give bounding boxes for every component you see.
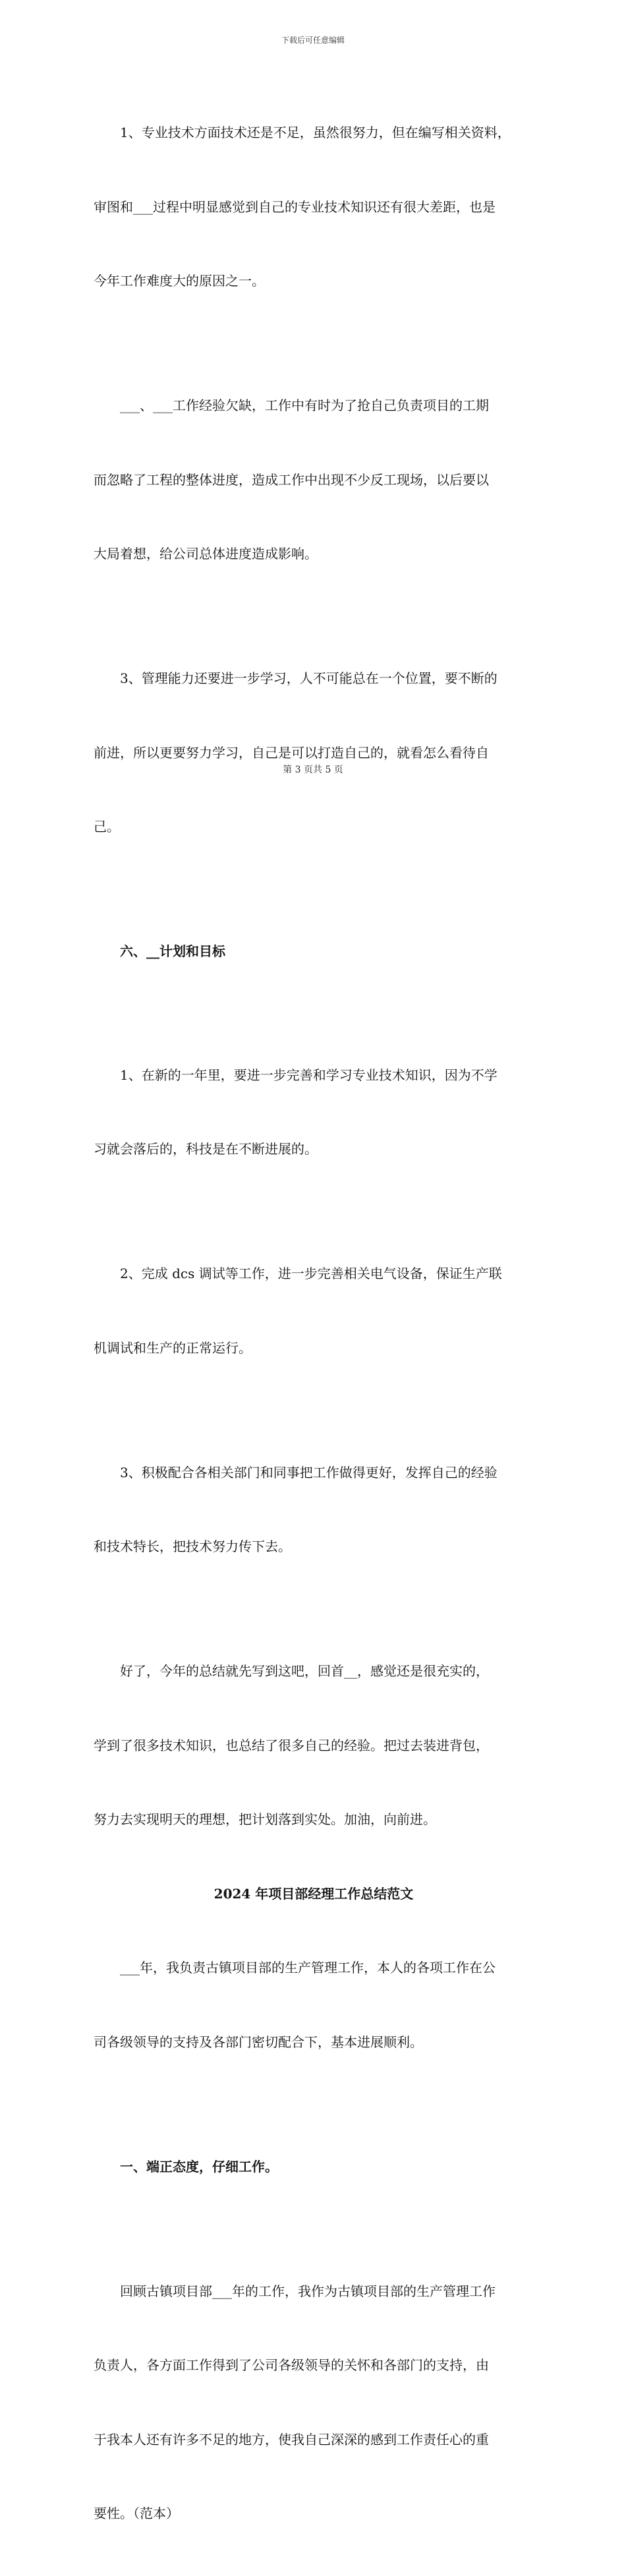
text-line: 和技术特长，把技术努力传下去。: [94, 1538, 291, 1554]
text-line: 审图和___过程中明显感觉到自己的专业技术知识还有很大差距，也是: [94, 198, 496, 215]
text-line: ___年，我负责古镇项目部的生产管理工作，本人的各项工作在公: [120, 1960, 496, 1976]
text-line: 回顾古镇项目部___年的工作，我作为古镇项目部的生产管理工作: [120, 2283, 496, 2299]
paragraph-weakness-2: [94, 344, 534, 616]
text-line: 于我本人还有许多不足的地方，使我自己深深的感到工作责任心的重: [94, 2431, 489, 2447]
text-line: 3、积极配合各相关部门和同事把工作做得更好，发挥自己的经验: [120, 1464, 498, 1480]
paragraph-review: [94, 2230, 534, 2576]
text-line: 机调试和生产的正常运行。: [94, 1339, 252, 1356]
text-line: 今年工作难度大的原因之一。: [94, 273, 265, 289]
text-line: 2、完成 dcs 调试等工作，进一步完善相关电气设备，保证生产联: [120, 1266, 502, 1281]
paragraph-plan-3: [94, 1411, 534, 1609]
text-line: 1、专业技术方面技术还是不足，虽然很努力，但在编写相关资料，: [120, 125, 511, 140]
text-line: 努力去实现明天的理想，把计划落到实处。加油，向前进。: [94, 1811, 436, 1827]
paragraph-plan-2: [94, 1212, 534, 1410]
text-line: 要性。（范本）: [94, 2505, 179, 2521]
text-line: 前进，所以更要努力学习，自己是可以打造自己的，就看怎么看待自: [94, 744, 489, 761]
section-title: 2024 年项目部经理工作总结范文: [213, 1885, 414, 1902]
text-line: 3、管理能力还要进一步学习，人不可能总在一个位置，要不断的: [120, 670, 498, 686]
text-line: 1、在新的一年里，要进一步完善和学习专业技术知识，因为不学: [120, 1067, 498, 1083]
text-line: 大局着想，给公司总体进度造成影响。: [94, 546, 318, 562]
paragraph-plan-1: [94, 1014, 534, 1212]
text-line: 司各级领导的支持及各部门密切配合下，基本进展顺利。: [94, 2034, 423, 2050]
document-body: [94, 71, 534, 2576]
text-line: 己。: [94, 819, 120, 834]
text-line: ___、___工作经验欠缺，工作中有时为了抢自己负责项目的工期: [120, 397, 489, 413]
section-heading-attitude: [94, 2105, 534, 2229]
text-line: 学到了很多技术知识，也总结了很多自己的经验。把过去装进背包，: [94, 1737, 489, 1753]
text-line: 一、端正态度，仔细工作。: [120, 2158, 278, 2175]
section-heading-plan: [94, 890, 534, 1014]
text-line: 好了，今年的总结就先写到这吧，回首__，感觉还是很充实的，: [120, 1663, 489, 1679]
paragraph-weakness-1: [94, 71, 534, 343]
paragraph-intro: [94, 1906, 534, 2104]
text-line: 负责人，各方面工作得到了公司各级领导的关怀和各部门的支持，由: [94, 2357, 489, 2373]
text-line: 习就会落后的，科技是在不断进展的。: [94, 1141, 318, 1157]
page-header: 下载后可任意编辑: [281, 36, 345, 45]
paragraph-conclusion: [94, 1610, 534, 1882]
text-line: 六、__计划和目标: [120, 943, 225, 959]
text-line: 而忽略了工程的整体进度，造成工作中出现不少反工现场，以后要以: [94, 471, 489, 488]
page-footer: 第 3 页共 5 页: [283, 765, 343, 775]
paragraph-weakness-3: [94, 617, 534, 889]
